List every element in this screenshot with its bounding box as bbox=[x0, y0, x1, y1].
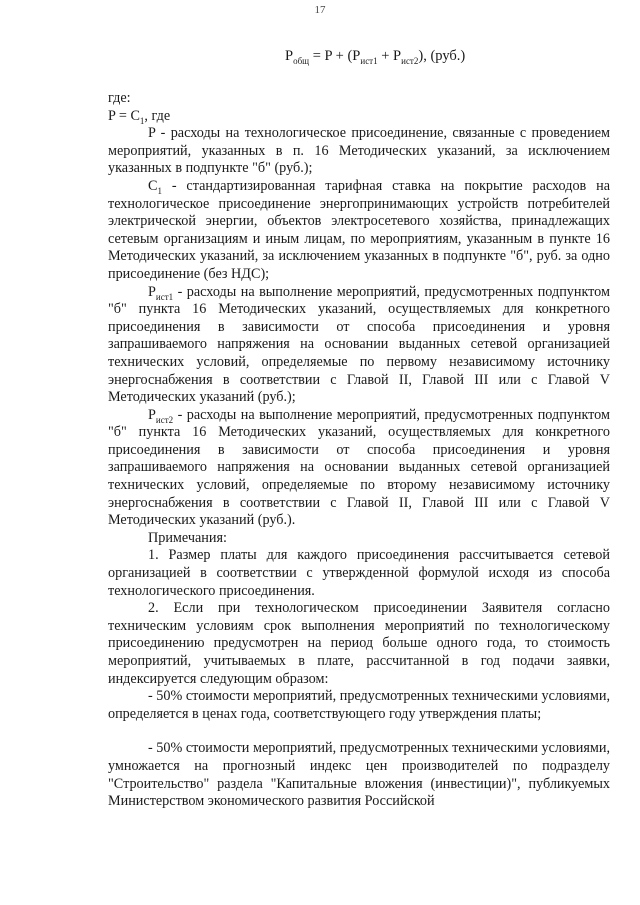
pist1-text: - расходы на выполнение мероприятий, предусмотренных подпунктом "б" пункта 16 Методических указаний, осуществляемых для конкретного присоединения в зависимости от способа присоединения и уровня запрашиваемого напряжения на основании выданных сетевой организацией технических условий, определяемые по первому независимому источнику энергоснабжения в соответствии с Главой II, Главой III или с Главой V Методических указаний (руб.); bbox=[108, 283, 610, 406]
formula-subscript-1: ист1 bbox=[360, 55, 378, 66]
document-body bbox=[108, 90, 610, 811]
c1-symbol: C bbox=[148, 177, 158, 194]
formula-lhs-subscript: общ bbox=[293, 55, 310, 66]
page-number: 17 bbox=[314, 4, 326, 16]
formula-part: + P bbox=[377, 48, 402, 64]
cost-formula bbox=[285, 48, 465, 66]
formula-lhs: P bbox=[285, 48, 294, 64]
formula-subscript-2: ист2 bbox=[401, 55, 419, 66]
p-definition bbox=[108, 108, 610, 126]
pist2-sub: ист2 bbox=[155, 414, 174, 425]
pist1-description bbox=[108, 284, 610, 407]
p-description: P - расходы на технологическое присоединение, связанные с проведением мероприятий, указанных в п. 16 Методических указаний, за исключением указанных в подпункте "б" (руб.); bbox=[108, 125, 610, 177]
pist1-symbol: P bbox=[148, 283, 156, 300]
c1-description bbox=[108, 178, 610, 284]
p-def-lead: P = C bbox=[108, 107, 140, 124]
where-label: где: bbox=[108, 90, 131, 106]
note-1: 1. Размер платы для каждого присоединения рассчитывается сетевой организацией в соответствии с утвержденной формулой исходя из способа технологического присоединения. bbox=[108, 547, 610, 599]
pist2-description bbox=[108, 407, 610, 530]
pist1-sub: ист1 bbox=[155, 291, 174, 302]
formula-tail: ), (руб.) bbox=[418, 48, 466, 64]
bullet-1: - 50% стоимости мероприятий, предусмотренных техническими условиями, определяется в ценах года, соответствующего году утверждения платы; bbox=[108, 688, 610, 722]
p-def-sub: 1 bbox=[139, 115, 145, 126]
bullet-2: - 50% стоимости мероприятий, предусмотренных техническими условиями, умножается на прогнозный индекс цен производителей по подразделу "Строительство" раздела "Капитальные вложения (инвестиции)", публикуемых Министерством экономического развития Российской bbox=[108, 740, 610, 810]
pist2-symbol: P bbox=[148, 406, 156, 423]
formula-part: = P + (P bbox=[309, 48, 361, 64]
c1-text: - стандартизированная тарифная ставка на покрытие расходов на технологическое присоединение энергопринимающих устройств потребителей электрической энергии, объектов электросетевого хозяйства, принадлежащих сетевым организациям и иным лицам, по мероприятиям, указанным в пункте 16 Методических указаний, за исключением указанных в подпункте "б", руб. за одно присоединение (без НДС); bbox=[108, 177, 610, 282]
note-2: 2. Если при технологическом присоединении Заявителя согласно техническим условиям срок выполнения мероприятий по технологическому присоединению предусмотрен на период больше одного года, то стоимость мероприятий, учитываемых в плате, рассчитанной в год подачи заявки, индексируется следующим образом: bbox=[108, 600, 610, 687]
c1-sub: 1 bbox=[157, 185, 162, 196]
pist2-text: - расходы на выполнение мероприятий, предусмотренных подпунктом "б" пункта 16 Методических указаний, осуществляемых для конкретного присоединения в зависимости от способа присоединения и уровня запрашиваемого напряжения на основании выданных сетевой организацией технических условий, определяемые по второму независимому источнику энергоснабжения в соответствии с Главой II, Главой III или с Главой V Методических указаний (руб.). bbox=[108, 406, 610, 529]
notes-label: Примечания: bbox=[148, 529, 227, 546]
p-def-tail: , где bbox=[144, 107, 171, 124]
